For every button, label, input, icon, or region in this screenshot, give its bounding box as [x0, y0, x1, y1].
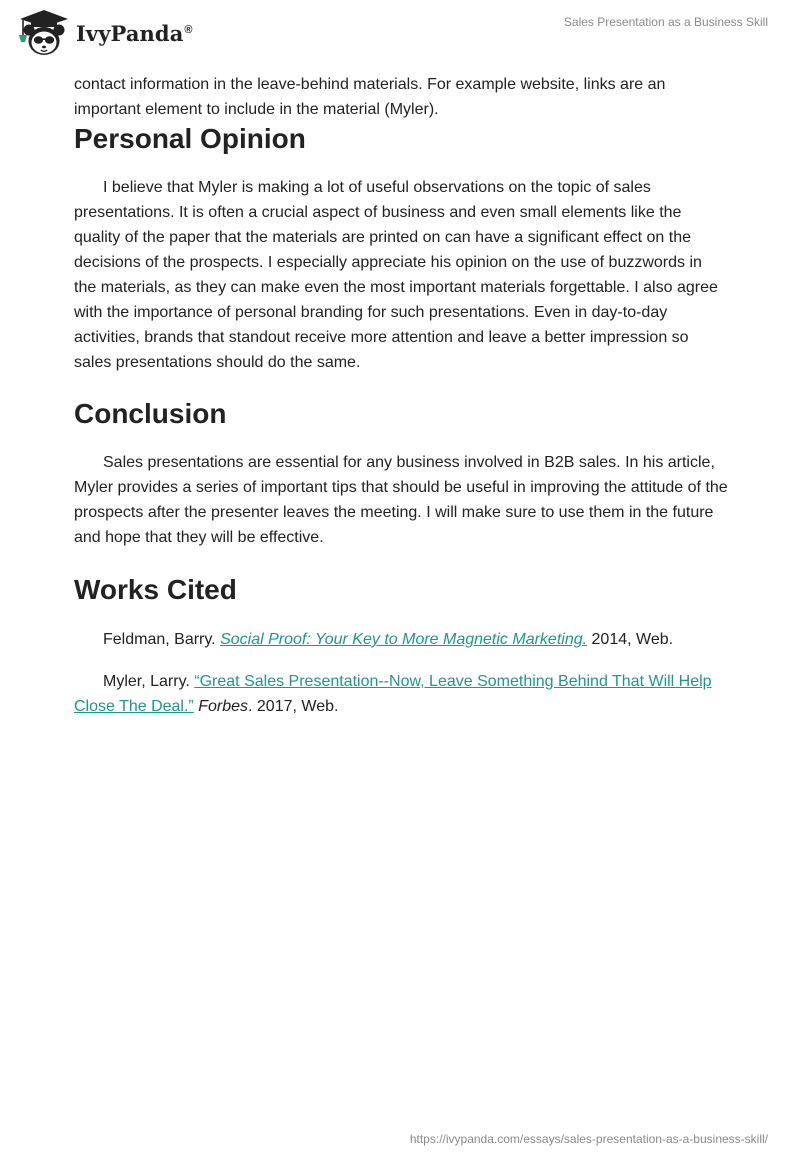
footer-source-url: https://ivypanda.com/essays/sales-presentation-as-a-business-skill/: [409, 1132, 768, 1146]
logo-wordmark: IvyPanda®: [76, 20, 193, 46]
citation-details: . 2017, Web.: [248, 698, 339, 715]
paragraph-personal-opinion: I believe that Myler is making a lot of useful observations on the topic of sales presentations. It is often a crucial aspect of business and even small elements like the quality of the paper that the materials are printed on can have a significant effect on the decisions of the prospects. I especially appreciate his opinion on the use of buzzwords in the materials, as they can make even the most important materials forgettable. I also agree with the importance of personal branding for such presentations. Even in day-to-day activities, brands that standout receive more attention and leave a better impression so sales presentations should do the same.: [74, 179, 718, 371]
site-logo[interactable]: [14, 8, 193, 58]
citation-details: 2014, Web.: [587, 631, 674, 648]
citation-myler: [74, 669, 728, 719]
panda-graduate-icon: [14, 8, 74, 58]
page-header: [0, 0, 800, 66]
citation-author: Myler, Larry.: [103, 673, 195, 690]
citation-title-link[interactable]: “Great Sales Presentation--Now, Leave Something Behind That Will Help Close The Deal.”: [74, 673, 712, 715]
citation-feldman: [74, 627, 728, 652]
registered-mark: ®: [184, 23, 193, 36]
heading-personal-opinion: Personal Opinion: [74, 123, 306, 154]
running-title: Sales Presentation as a Business Skill: [563, 15, 768, 29]
citation-title-link[interactable]: Social Proof: Your Key to More Magnetic Marketing.: [220, 631, 588, 648]
intro-paragraph-tail: contact information in the leave-behind materials. For example website, links are an important element to include in the material (Myler).: [74, 76, 666, 118]
citation-author: Feldman, Barry.: [103, 631, 221, 648]
essay-body: [74, 72, 728, 719]
citation-publication: Forbes: [198, 698, 249, 715]
heading-conclusion: Conclusion: [74, 398, 227, 429]
heading-works-cited: Works Cited: [74, 574, 237, 605]
paragraph-conclusion: Sales presentations are essential for any business involved in B2B sales. In his article, Myler provides a series of important tips that should be useful in improving the attitude of the prospects after the presenter leaves the meeting. I will make sure to use them in the future and hope that they will be effective.: [74, 454, 728, 546]
